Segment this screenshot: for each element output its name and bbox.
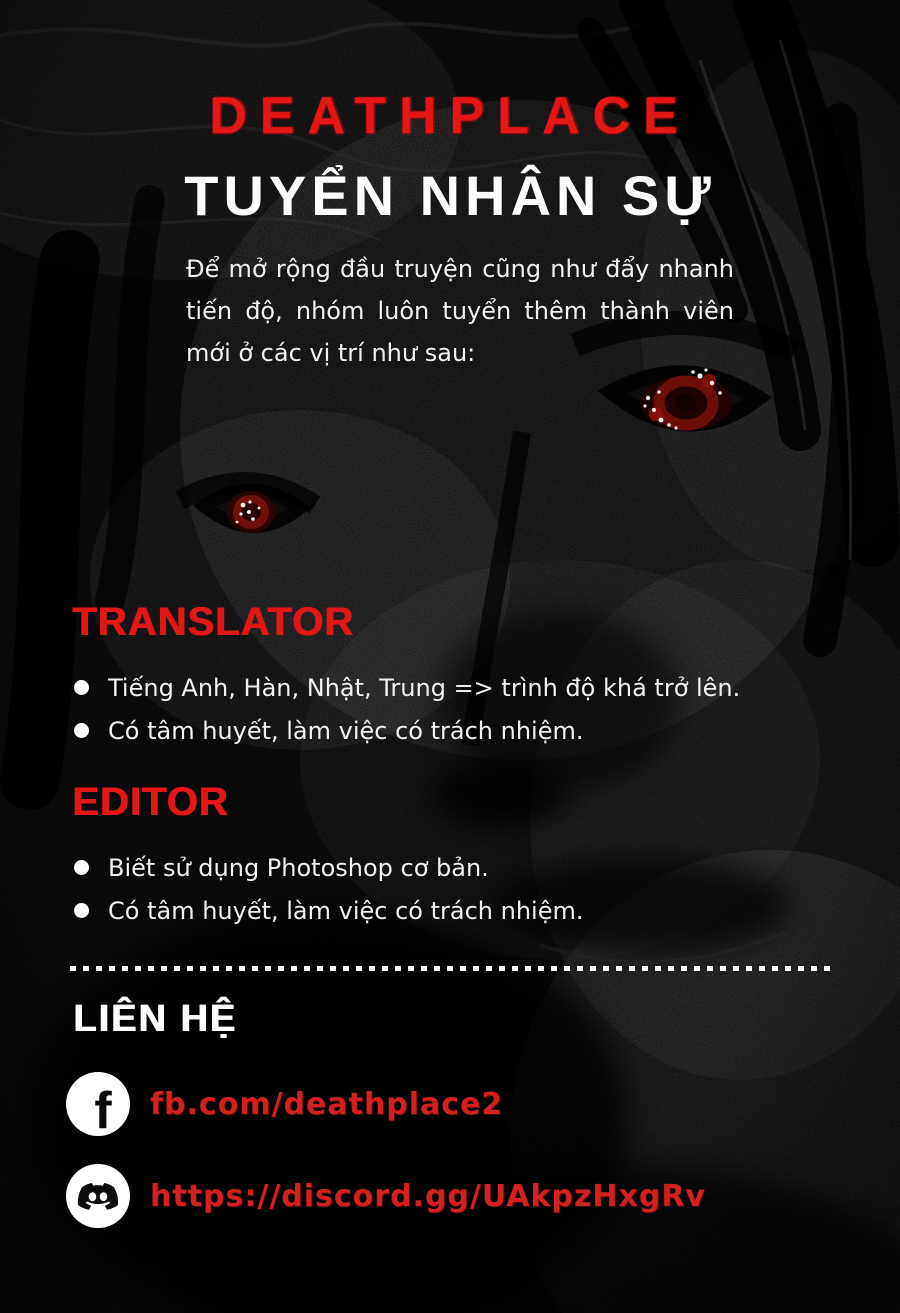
bullet-dot-icon (74, 903, 89, 918)
section-heading-translator: TRANSLATOR (72, 600, 354, 644)
bullet-dot-icon (74, 860, 89, 875)
editor-requirements (74, 846, 584, 932)
list-item-text: Có tâm huyết, làm việc có trách nhiệm. (108, 716, 584, 745)
discord-url[interactable]: https://discord.gg/UAkpzHxgRv (150, 1178, 706, 1214)
list-item-text: Tiếng Anh, Hàn, Nhật, Trung => trình độ khá trở lên. (108, 673, 741, 702)
dotted-divider (70, 966, 834, 971)
facebook-link[interactable] (66, 1072, 503, 1136)
facebook-icon: f (66, 1072, 130, 1136)
facebook-url[interactable]: fb.com/deathplace2 (150, 1086, 504, 1122)
list-item-text: Biết sử dụng Photoshop cơ bản. (108, 853, 489, 882)
contact-heading: LIÊN HỆ (73, 998, 237, 1040)
bullet-dot-icon (74, 723, 89, 738)
translator-requirements (74, 666, 740, 752)
discord-icon (66, 1164, 130, 1228)
list-item-text: Có tâm huyết, làm việc có trách nhiệm. (108, 896, 584, 925)
section-heading-editor: EDITOR (72, 780, 229, 824)
intro-paragraph: Để mở rộng đầu truyện cũng như đẩy nhanh tiến độ, nhóm luôn tuyển thêm thành viên mới ở các vị trí như sau: (186, 255, 734, 367)
bullet-dot-icon (74, 680, 89, 695)
page-subtitle: TUYỂN NHÂN SỰ (184, 164, 716, 227)
page-title: DEATHPLACE (209, 87, 691, 145)
list-item (74, 709, 740, 752)
discord-link[interactable] (66, 1164, 706, 1228)
list-item (74, 889, 584, 932)
list-item (74, 666, 740, 709)
list-item (74, 846, 584, 889)
